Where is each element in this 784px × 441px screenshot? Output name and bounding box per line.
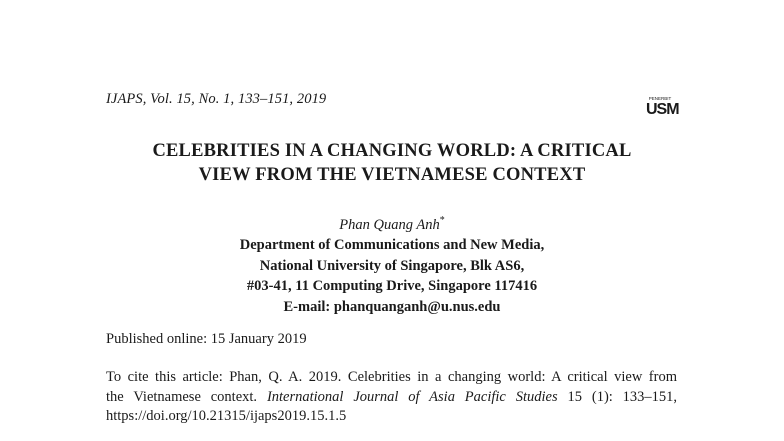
title-line-1: CELEBRITIES IN A CHANGING WORLD: A CRITICAL bbox=[152, 141, 632, 161]
citation-context: the Vietnamese context. bbox=[106, 388, 258, 405]
affiliation-line-1: Department of Communications and New Media, bbox=[239, 237, 545, 254]
title-line-2: VIEW FROM THE VIETNAMESE CONTEXT bbox=[198, 165, 586, 185]
citation-block bbox=[106, 368, 677, 427]
journal-reference: IJAPS, Vol. 15, No. 1, 133–151, 2019 bbox=[106, 91, 327, 107]
citation-journal: International Journal of Asia Pacific Studies bbox=[266, 388, 558, 405]
logo-top-text: PENERBIT bbox=[648, 96, 672, 101]
affiliation-line-2: National University of Singapore, Blk AS6, bbox=[259, 257, 525, 274]
article-title bbox=[0, 139, 784, 187]
author-email: E-mail: phanquanganh@u.nus.edu bbox=[283, 298, 501, 315]
publisher-logo bbox=[646, 96, 679, 126]
author-block bbox=[0, 211, 784, 317]
citation-volume: 15 (1): 133–151, bbox=[567, 388, 678, 405]
citation-doi[interactable]: https://doi.org/10.21315/ijaps2019.15.1.5 bbox=[106, 408, 347, 424]
citation-line-2 bbox=[106, 388, 677, 408]
published-date: Published online: 15 January 2019 bbox=[106, 331, 307, 347]
logo-main-text: USM bbox=[646, 101, 679, 118]
author-footnote-mark: * bbox=[439, 215, 445, 226]
affiliation-line-3: #03-41, 11 Computing Drive, Singapore 117416 bbox=[246, 278, 538, 295]
author-name-line bbox=[0, 211, 784, 235]
citation-line-1: To cite this article: Phan, Q. A. 2019. Celebrities in a changing world: A critical view from bbox=[106, 369, 677, 385]
author-name: Phan Quang Anh bbox=[339, 216, 440, 233]
